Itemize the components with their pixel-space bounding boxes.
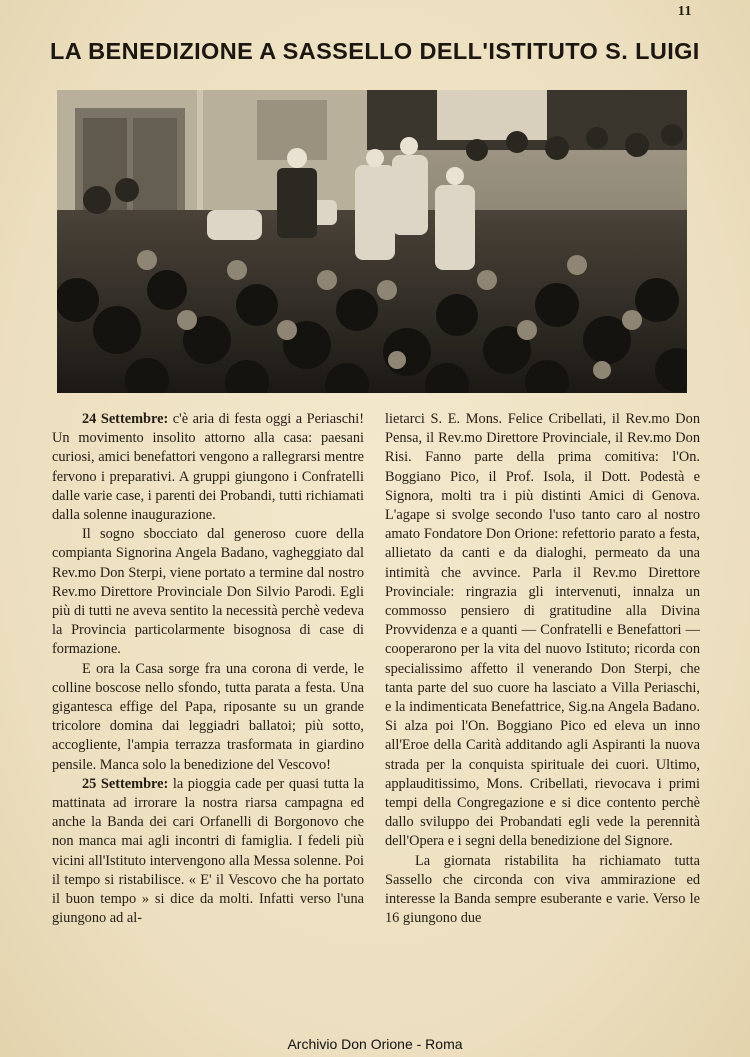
paragraph-text: c'è aria di festa oggi a Periaschi! Un movimento insolito attorno alla casa: paesani curiosi, amici benefattori vengono a rallegrarsi mentre fervono i preparativi. A gruppi giungono i Confratelli dalle varie case, i parenti dei Probandi, tutti richiamati dalla solenne inaugurazione. <box>52 411 364 524</box>
archive-footer: Archivio Don Orione - Roma <box>287 1036 463 1052</box>
page-number: 11 <box>677 4 692 19</box>
paragraph-text: la pioggia cade per quasi tutta la mattinata ad irrorare la nostra riarsa campagna ed anche la Banda dei cari Orfanelli di Borgonovo che non manca mai agli incontri di famiglia. I fedeli più vicini all'Istituto intervengono alla Messa solenne. Poi il tempo si ristabilisce. « E' il Vescovo che ha portato il buon tempo » si dice da molti. Infatti verso l'una giungono ad al- <box>52 775 365 927</box>
article-title: LA BENEDIZIONE A SASSELLO DELL'ISTITUTO S. LUIGI <box>50 38 700 64</box>
date-heading: 25 Settembre: <box>82 775 169 792</box>
right-column <box>385 410 700 928</box>
crowd-photo-drawing <box>57 90 687 393</box>
paragraph: lietarci S. E. Mons. Felice Cribellati, il Rev.mo Don Pensa, il Rev.mo Direttore Provinciale, il Rev.mo Don Risi. Fanno parte della prima comitiva: l'On. Boggiano Pico, il Prof. Isola, il Dott. Podestà e Signora, molti tra i più distinti Amici di Genova. L'agape si svolge secondo l'uso tanto caro al nostro amato Fondatore Don Orione: refettorio parato a festa, allietato da canti e da dialoghi, permeato da una intimità che avvince. Parla il Rev.mo Direttore Provinciale: ringrazia gli intervenuti, innalza un commosso pensiero di gratitudine alla Divina Provvidenza e a quanti — Confratelli e Benefattori — cooperarono per la vita del nuovo Istituto; ricorda con specialissimo affetto il venerando Don Sterpi, che tanta parte del suo cuore ha lasciato a Villa Periaschi, e la indimenticata Benefattrice, Sig.na Angela Badano. Si alza poi l'On. Boggiano Pico ed eleva un inno all'Eroe della Carità additando agli Aspiranti la nuova strada per la conquista spirituale dei cuori. Ultimo, applauditissimo, Mons. Cribellati, rievocava i primi tempi della Congregazione e si dice contento perchè dallo sviluppo dei Probandati egli vede la perennità dell'Opera e i segni della benedizione del Signore. <box>385 411 700 850</box>
paragraph: La giornata ristabilita ha richiamato tutta Sassello che circonda con viva ammirazione ed interesse la Banda sempre esuberante e varie. Verso le 16 giungono due <box>385 852 700 927</box>
paragraph <box>52 410 364 525</box>
paragraph: E ora la Casa sorge fra una corona di verde, le colline boscose nello sfondo, tutta parata a festa. Una gigantesca effige del Papa, riposante su un grande tricolore domina dai leggiadri ballatoi; più sotto, accogliente, l'ampia terrazza trasformata in giardino pensile. Manca solo la benedizione del Vescovo! <box>52 660 364 773</box>
paragraph <box>52 775 364 929</box>
left-column <box>52 410 364 928</box>
paragraph: Il sogno sbocciato dal generoso cuore della compianta Signorina Angela Badano, vagheggiato dal Rev.mo Don Sterpi, viene portato a termine dal nostro Rev.mo Direttore Provinciale Don Silvio Parodi. Egli più di tutti ne aveva sentito la necessità perchè vedeva la Provincia particolarmente bisognosa di case di formazione. <box>52 526 364 658</box>
photograph-icon <box>57 90 687 393</box>
date-heading: 24 Settembre: <box>82 411 169 427</box>
